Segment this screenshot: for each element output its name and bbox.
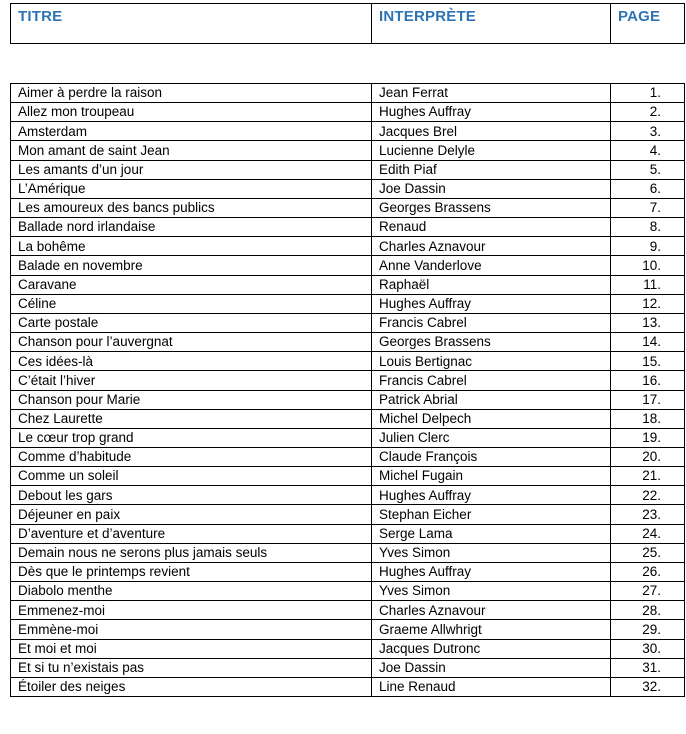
table-row	[11, 237, 685, 256]
song-title-cell: Mon amant de saint Jean	[11, 141, 372, 160]
song-page-cell: 17.	[611, 390, 685, 409]
song-interpreter-cell: Raphaël	[372, 275, 611, 294]
table-row	[11, 313, 685, 332]
song-interpreter-cell: Julien Clerc	[372, 428, 611, 447]
song-interpreter-cell: Georges Brassens	[372, 333, 611, 352]
table-row	[11, 160, 685, 179]
song-page-cell: 16.	[611, 371, 685, 390]
song-interpreter-cell: Serge Lama	[372, 524, 611, 543]
column-header-page: PAGE	[611, 4, 685, 44]
song-page-cell: 4.	[611, 141, 685, 160]
table-row	[11, 179, 685, 198]
table-row	[11, 486, 685, 505]
table-row	[11, 218, 685, 237]
table-row	[11, 333, 685, 352]
table-row	[11, 639, 685, 658]
song-interpreter-cell: Michel Delpech	[372, 409, 611, 428]
table-row	[11, 447, 685, 466]
table-row	[11, 294, 685, 313]
song-interpreter-cell: Jean Ferrat	[372, 84, 611, 103]
song-interpreter-cell: Francis Cabrel	[372, 313, 611, 332]
song-page-cell: 12.	[611, 294, 685, 313]
song-title-cell: Diabolo menthe	[11, 582, 372, 601]
song-interpreter-cell: Yves Simon	[372, 543, 611, 562]
song-title-cell: Allez mon troupeau	[11, 103, 372, 122]
song-page-cell: 15.	[611, 352, 685, 371]
song-page-cell: 3.	[611, 122, 685, 141]
song-title-cell: Les amoureux des bancs publics	[11, 198, 372, 217]
table-row	[11, 467, 685, 486]
table-row	[11, 562, 685, 581]
song-title-cell: Et si tu n’existais pas	[11, 658, 372, 677]
song-page-cell: 2.	[611, 103, 685, 122]
table-row	[11, 677, 685, 696]
table-row	[11, 658, 685, 677]
header-row	[11, 4, 685, 44]
table-row	[11, 141, 685, 160]
song-page-cell: 19.	[611, 428, 685, 447]
song-interpreter-cell: Charles Aznavour	[372, 601, 611, 620]
song-title-cell: Les amants d’un jour	[11, 160, 372, 179]
song-title-cell: Chanson pour Marie	[11, 390, 372, 409]
song-title-cell: Céline	[11, 294, 372, 313]
song-title-cell: Amsterdam	[11, 122, 372, 141]
table-row	[11, 505, 685, 524]
song-interpreter-cell: Charles Aznavour	[372, 237, 611, 256]
song-interpreter-cell: Edith Piaf	[372, 160, 611, 179]
table-row	[11, 543, 685, 562]
table-row	[11, 409, 685, 428]
song-title-cell: Et moi et moi	[11, 639, 372, 658]
song-interpreter-cell: Hughes Auffray	[372, 294, 611, 313]
song-page-cell: 7.	[611, 198, 685, 217]
song-interpreter-cell: Michel Fugain	[372, 467, 611, 486]
song-title-cell: La bohême	[11, 237, 372, 256]
song-interpreter-cell: Lucienne Delyle	[372, 141, 611, 160]
table-row	[11, 601, 685, 620]
song-interpreter-cell: Anne Vanderlove	[372, 256, 611, 275]
song-interpreter-cell: Hughes Auffray	[372, 103, 611, 122]
song-title-cell: Comme un soleil	[11, 467, 372, 486]
song-page-cell: 18.	[611, 409, 685, 428]
song-interpreter-cell: Stephan Eicher	[372, 505, 611, 524]
song-interpreter-cell: Francis Cabrel	[372, 371, 611, 390]
song-page-cell: 22.	[611, 486, 685, 505]
song-page-cell: 5.	[611, 160, 685, 179]
song-page-cell: 14.	[611, 333, 685, 352]
song-interpreter-cell: Yves Simon	[372, 582, 611, 601]
song-interpreter-cell: Hughes Auffray	[372, 562, 611, 581]
song-page-cell: 27.	[611, 582, 685, 601]
song-title-cell: Étoiler des neiges	[11, 677, 372, 696]
table-row	[11, 256, 685, 275]
table-row	[11, 371, 685, 390]
song-title-cell: D’aventure et d’aventure	[11, 524, 372, 543]
table-row	[11, 352, 685, 371]
song-interpreter-cell: Louis Bertignac	[372, 352, 611, 371]
table-row	[11, 122, 685, 141]
songs-table	[10, 83, 685, 697]
song-interpreter-cell: Joe Dassin	[372, 179, 611, 198]
songs-table-body	[11, 84, 685, 697]
song-page-cell: 25.	[611, 543, 685, 562]
song-title-cell: Le cœur trop grand	[11, 428, 372, 447]
song-page-cell: 20.	[611, 447, 685, 466]
song-title-cell: Déjeuner en paix	[11, 505, 372, 524]
table-row	[11, 390, 685, 409]
song-title-cell: Emmène-moi	[11, 620, 372, 639]
table-row	[11, 582, 685, 601]
song-interpreter-cell: Jacques Dutronc	[372, 639, 611, 658]
song-title-cell: Aimer à perdre la raison	[11, 84, 372, 103]
song-page-cell: 29.	[611, 620, 685, 639]
table-row	[11, 620, 685, 639]
song-title-cell: Ballade nord irlandaise	[11, 218, 372, 237]
song-interpreter-cell: Georges Brassens	[372, 198, 611, 217]
song-page-cell: 32.	[611, 677, 685, 696]
song-page-cell: 10.	[611, 256, 685, 275]
song-title-cell: Chanson pour l’auvergnat	[11, 333, 372, 352]
song-interpreter-cell: Graeme Allwhrigt	[372, 620, 611, 639]
table-row	[11, 198, 685, 217]
header-table	[10, 3, 685, 44]
column-header-interprete: INTERPRÈTE	[372, 4, 611, 44]
song-page-cell: 21.	[611, 467, 685, 486]
song-page-cell: 11.	[611, 275, 685, 294]
song-interpreter-cell: Joe Dassin	[372, 658, 611, 677]
song-title-cell: Chez Laurette	[11, 409, 372, 428]
table-row	[11, 103, 685, 122]
column-header-titre: TITRE	[11, 4, 372, 44]
song-interpreter-cell: Line Renaud	[372, 677, 611, 696]
song-title-cell: Ces idées-là	[11, 352, 372, 371]
song-title-cell: Emmenez-moi	[11, 601, 372, 620]
table-row	[11, 275, 685, 294]
table-row	[11, 84, 685, 103]
song-page-cell: 24.	[611, 524, 685, 543]
song-title-cell: Demain nous ne serons plus jamais seuls	[11, 543, 372, 562]
song-interpreter-cell: Jacques Brel	[372, 122, 611, 141]
song-interpreter-cell: Renaud	[372, 218, 611, 237]
song-page-cell: 13.	[611, 313, 685, 332]
song-interpreter-cell: Claude François	[372, 447, 611, 466]
song-interpreter-cell: Hughes Auffray	[372, 486, 611, 505]
song-page-cell: 23.	[611, 505, 685, 524]
table-row	[11, 524, 685, 543]
song-title-cell: Dès que le printemps revient	[11, 562, 372, 581]
song-page-cell: 6.	[611, 179, 685, 198]
song-page-cell: 31.	[611, 658, 685, 677]
song-page-cell: 28.	[611, 601, 685, 620]
song-title-cell: Debout les gars	[11, 486, 372, 505]
song-title-cell: C’était l’hiver	[11, 371, 372, 390]
song-title-cell: Comme d’habitude	[11, 447, 372, 466]
table-row	[11, 428, 685, 447]
song-title-cell: Balade en novembre	[11, 256, 372, 275]
song-page-cell: 26.	[611, 562, 685, 581]
song-title-cell: Carte postale	[11, 313, 372, 332]
song-title-cell: Caravane	[11, 275, 372, 294]
song-title-cell: L’Amérique	[11, 179, 372, 198]
song-page-cell: 9.	[611, 237, 685, 256]
song-interpreter-cell: Patrick Abrial	[372, 390, 611, 409]
song-page-cell: 30.	[611, 639, 685, 658]
song-page-cell: 1.	[611, 84, 685, 103]
song-page-cell: 8.	[611, 218, 685, 237]
